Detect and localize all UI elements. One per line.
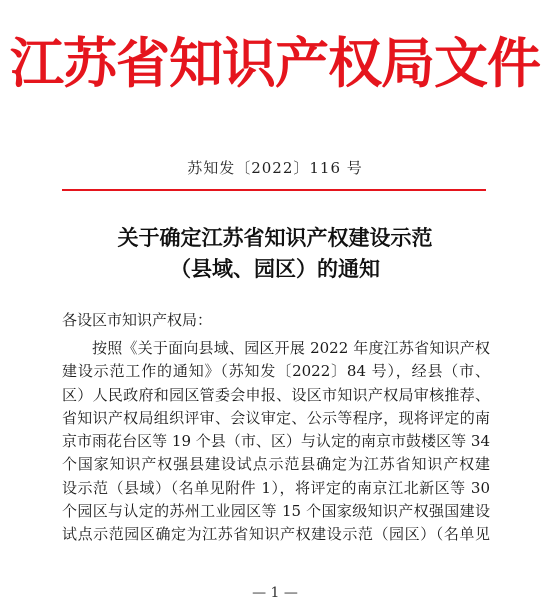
body-line: 省知识产权局组织评审、会议审定、公示等程序，现将评定的南 <box>62 408 490 427</box>
body-line: 京市雨花台区等 19 个县（市、区）与认定的南京市鼓楼区等 34 <box>62 432 490 451</box>
body-line: 建设示范工作的通知》（苏知发〔2022〕84 号），经县（市、 <box>62 362 490 381</box>
body-line: 设示范（县域）（名单见附件 1），将评定的南京江北新区等 30 <box>62 478 490 497</box>
body-line: 个园区与认定的苏州工业园区等 15 个国家级知识产权强国建设 <box>62 502 490 521</box>
salutation: 各设区市知识产权局： <box>62 311 213 329</box>
body-line: 区）人民政府和园区管委会申报、设区市知识产权局审核推荐、 <box>62 385 490 404</box>
body-line: 按照《关于面向县域、园区开展 2022 年度江苏省知识产权 <box>92 339 490 357</box>
document-masthead: 江苏省知识产权局文件 <box>10 31 540 95</box>
page-number: — 1 — <box>252 585 298 601</box>
document-number: 苏知发〔2022〕116 号 <box>187 159 363 177</box>
red-divider-line <box>62 189 486 191</box>
body-line: 试点示范园区确定为江苏省知识产权建设示范（园区）（名单见 <box>62 525 490 544</box>
body-paragraph <box>62 337 490 547</box>
title-line: （县域、园区）的通知 <box>170 256 380 281</box>
body-line: 个国家知识产权强县建设试点示范县确定为江苏省知识产权建 <box>62 455 490 474</box>
title-line: 关于确定江苏省知识产权建设示范 <box>117 225 433 250</box>
document-title <box>0 222 550 284</box>
